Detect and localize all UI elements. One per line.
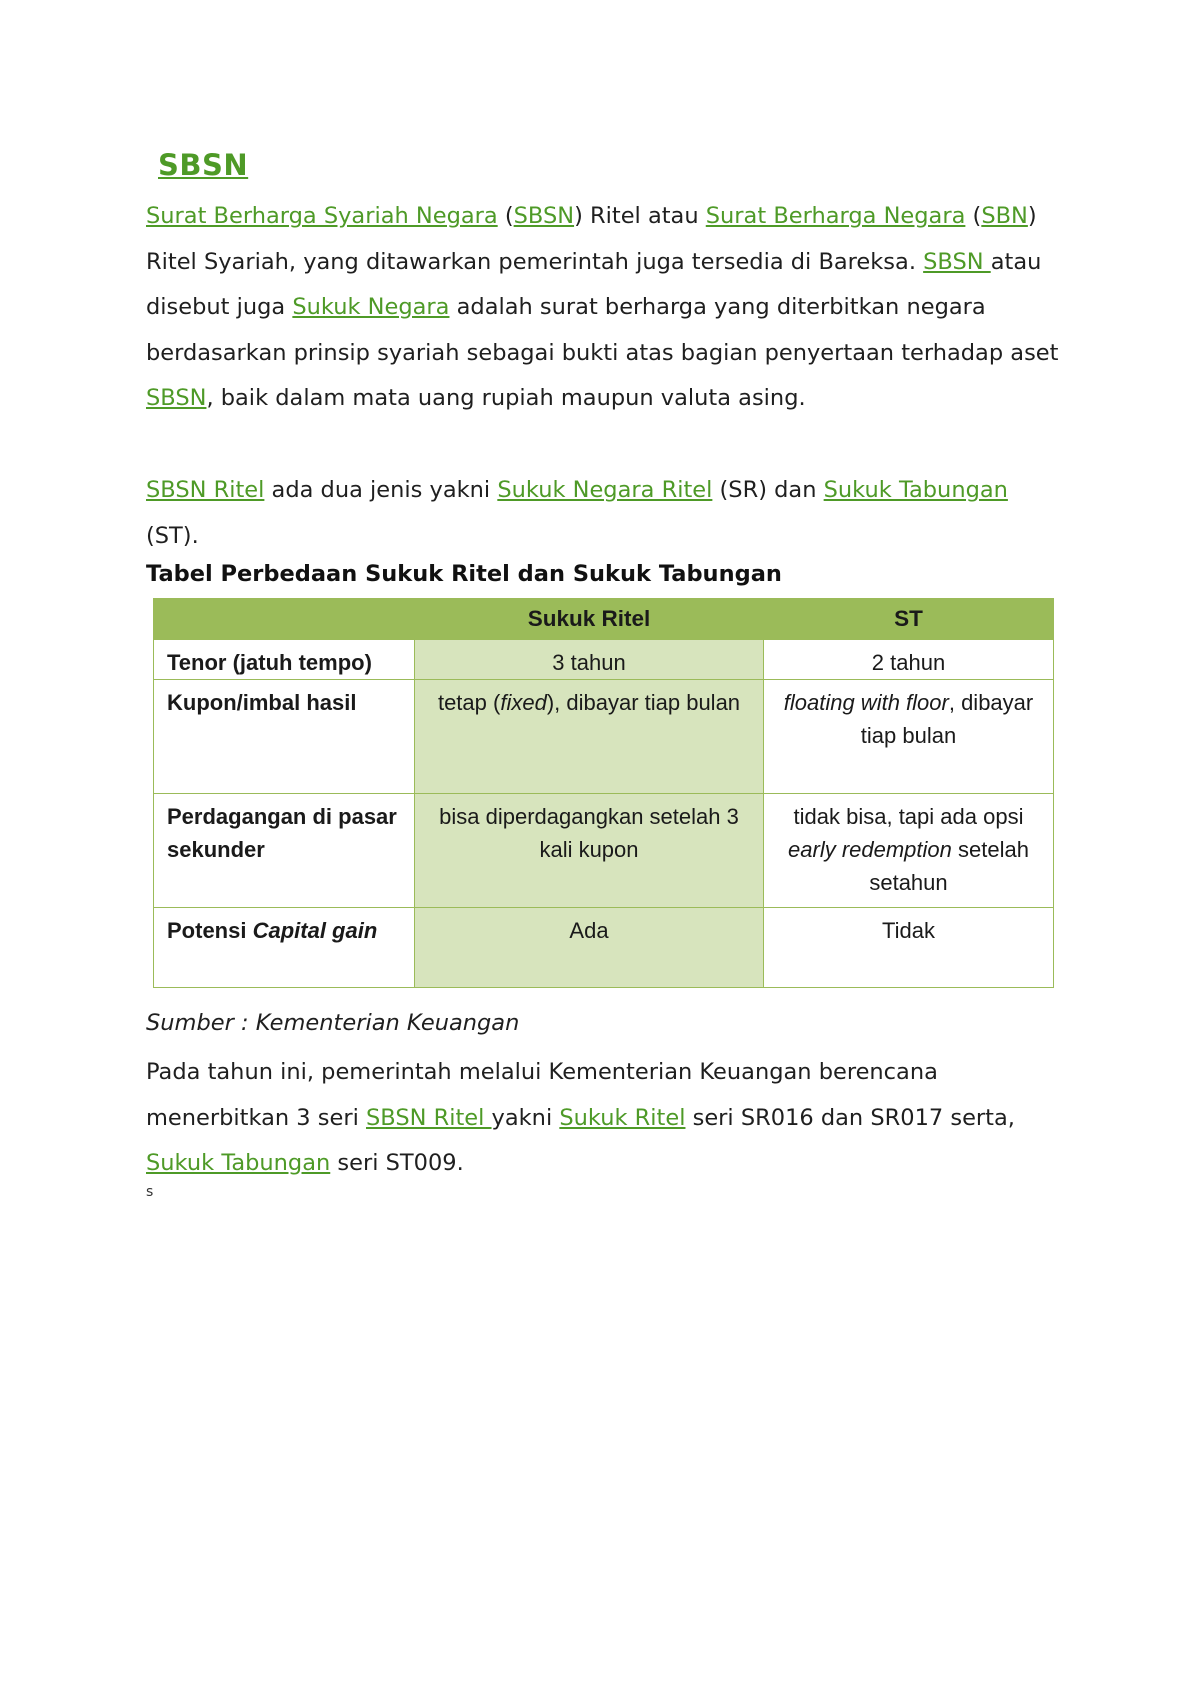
table-row [154,794,1054,908]
text-span: ada dua jenis yakni [264,477,498,503]
link-sbsn-ritel-2[interactable]: SBSN Ritel [366,1104,492,1131]
table-caption: Tabel Perbedaan Sukuk Ritel dan Sukuk Tabungan [146,561,782,587]
link-surat-berharga-syariah-negara[interactable]: Surat Berharga Syariah Negara [146,203,498,229]
link-sukuk-tabungan[interactable]: Sukuk Tabungan [823,477,1008,503]
cell-text: setelah setahun [869,837,1029,895]
text-span: yakni [491,1104,560,1131]
table-row [154,908,1054,988]
link-sukuk-negara[interactable]: Sukuk Negara [292,294,450,320]
cell-text: , dibayar tiap bulan [860,690,1034,748]
link-sbsn-2[interactable]: SBSN [923,248,991,275]
link-sbsn-3[interactable]: SBSN [146,385,207,411]
text-span: , baik dalam mata uang rupiah maupun valuta asing. [206,385,806,411]
cell-st: 2 tahun [764,640,1054,680]
text-span: atau disebut juga [146,248,1042,320]
cell-text: ), dibayar tiap bulan [546,690,741,715]
row-label: Tenor (jatuh tempo) [154,640,415,680]
row-label-italic: Capital gain [252,918,378,943]
link-sukuk-negara-ritel[interactable]: Sukuk Negara Ritel [497,477,713,503]
text-span: (ST). [146,522,199,549]
cell-text: tidak bisa, tapi ada opsi [793,804,1024,829]
header-cell-sukuk-ritel: Sukuk Ritel [415,599,764,640]
table-row [154,680,1054,794]
cell-text: tetap ( [437,690,501,715]
row-label: Kupon/imbal hasil [154,680,415,794]
text-span: ) Ritel Syariah, yang ditawarkan pemerintah juga tersedia di Bareksa. [146,203,1037,275]
row-label: Perdagangan di pasar sekunder [154,794,415,908]
source-note: Sumber : Kementerian Keuangan [146,1010,520,1036]
cell-sukuk-ritel: 3 tahun [415,640,764,680]
header-cell-empty [154,599,415,640]
text-span: ( [965,203,982,229]
types-paragraph [146,468,1066,559]
link-surat-berharga-negara[interactable]: Surat Berharga Negara [705,203,966,229]
cell-st: Tidak [764,908,1054,988]
link-sbsn[interactable]: SBSN [513,203,575,229]
cell-sukuk-ritel [415,680,764,794]
stray-character: s [146,1184,154,1200]
link-sbsn-ritel[interactable]: SBSN Ritel [146,477,265,503]
text-span: seri SR016 dan SR017 serta, [685,1104,1015,1131]
header-cell-st: ST [764,599,1054,640]
link-sukuk-tabungan-2[interactable]: Sukuk Tabungan [146,1150,331,1176]
text-span: ) Ritel atau [574,203,706,229]
cell-st [764,680,1054,794]
row-label-text: Potensi [167,918,253,943]
link-sbn[interactable]: SBN [981,203,1028,229]
row-label [154,908,415,988]
text-span: adalah surat berharga yang diterbitkan negara berdasarkan prinsip syariah sebagai bukti atas bagian penyertaan terhadap aset [146,294,1059,366]
comparison-table [153,598,1054,988]
cell-sukuk-ritel: Ada [415,908,764,988]
text-span: Pada tahun ini, pemerintah melalui Kementerian Keuangan berencana menerbitkan 3 seri [146,1059,938,1131]
cell-text-italic: floating with floor [783,690,949,715]
cell-text-italic: fixed [500,690,547,715]
link-sukuk-ritel[interactable]: Sukuk Ritel [559,1104,686,1131]
plan-paragraph [146,1050,1066,1187]
table-header-row [154,599,1054,640]
text-span: seri ST009. [330,1150,464,1176]
intro-paragraph [146,194,1066,422]
page-title: SBSN [158,148,249,182]
cell-sukuk-ritel: bisa diperdagangkan setelah 3 kali kupon [415,794,764,908]
table-row [154,640,1054,680]
cell-st [764,794,1054,908]
cell-text-italic: early redemption [788,837,952,862]
text-span: (SR) dan [712,477,824,503]
text-span: ( [497,203,514,229]
